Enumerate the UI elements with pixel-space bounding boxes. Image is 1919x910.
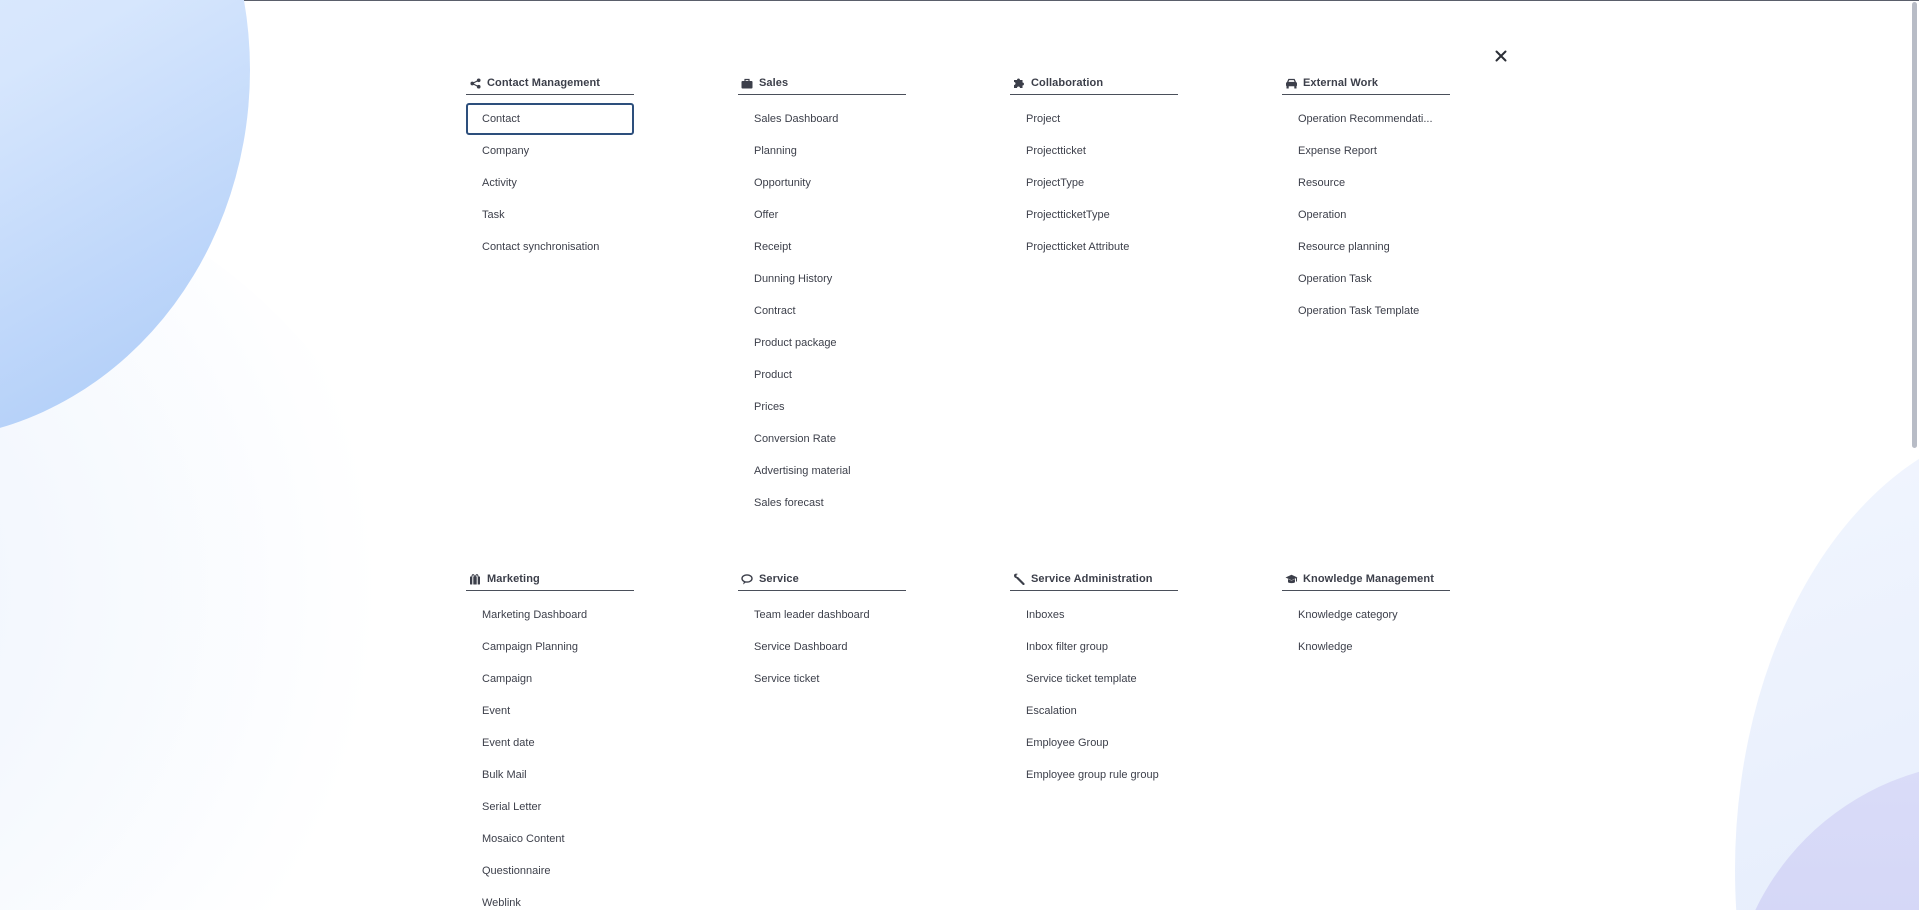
group-contact-management bbox=[466, 72, 634, 263]
close-button[interactable] bbox=[1490, 47, 1512, 69]
menu-item-project[interactable]: Project bbox=[1026, 113, 1061, 125]
group-items bbox=[466, 599, 634, 910]
menu-item-dunning-history[interactable]: Dunning History bbox=[754, 273, 833, 285]
group-header bbox=[466, 72, 634, 95]
menu-item-projectticket-attribute[interactable]: Projectticket Attribute bbox=[1026, 241, 1130, 253]
menu-item-sales-dashboard[interactable]: Sales Dashboard bbox=[754, 113, 839, 125]
menu-item-serial-letter[interactable]: Serial Letter bbox=[482, 801, 542, 813]
group-title: External Work bbox=[1303, 77, 1379, 89]
group-header bbox=[1010, 568, 1178, 591]
menu-item-task[interactable]: Task bbox=[482, 209, 505, 221]
group-items bbox=[1010, 103, 1178, 263]
wrench-icon bbox=[1012, 572, 1026, 586]
menu-item-questionnaire[interactable]: Questionnaire bbox=[482, 865, 551, 877]
group-title: Marketing bbox=[487, 573, 540, 585]
menu-item-contract[interactable]: Contract bbox=[754, 305, 796, 317]
menu-item-event[interactable]: Event bbox=[482, 705, 511, 717]
group-title: Knowledge Management bbox=[1303, 573, 1434, 585]
group-items bbox=[738, 103, 906, 519]
menu-item-operation-recommendation[interactable]: Operation Recommendati... bbox=[1298, 113, 1433, 125]
group-service-administration bbox=[1010, 568, 1178, 791]
menu-item-projecttype[interactable]: ProjectType bbox=[1026, 177, 1085, 189]
menu-item-sales-forecast[interactable]: Sales forecast bbox=[754, 497, 824, 509]
group-header bbox=[738, 568, 906, 591]
menu-item-resource[interactable]: Resource bbox=[1298, 177, 1346, 189]
menu-item-campaign[interactable]: Campaign bbox=[482, 673, 533, 685]
group-header bbox=[738, 72, 906, 95]
group-external-work bbox=[1282, 72, 1450, 327]
background-decoration bbox=[0, 150, 440, 910]
group-header bbox=[1010, 72, 1178, 95]
menu-item-bulk-mail[interactable]: Bulk Mail bbox=[482, 769, 527, 781]
menu-item-inboxes[interactable]: Inboxes bbox=[1026, 609, 1065, 621]
menu-item-conversion-rate[interactable]: Conversion Rate bbox=[754, 433, 836, 445]
group-items bbox=[466, 103, 634, 263]
chat-icon bbox=[740, 572, 754, 586]
menu-item-prices[interactable]: Prices bbox=[754, 401, 785, 413]
menu-item-team-leader-dashboard[interactable]: Team leader dashboard bbox=[754, 609, 870, 621]
menu-item-marketing-dashboard[interactable]: Marketing Dashboard bbox=[482, 609, 588, 621]
group-marketing bbox=[466, 568, 634, 910]
menu-item-knowledge-category[interactable]: Knowledge category bbox=[1298, 609, 1398, 621]
menu-item-campaign-planning[interactable]: Campaign Planning bbox=[482, 641, 579, 653]
menu-item-mosaico-content[interactable]: Mosaico Content bbox=[482, 833, 565, 845]
menu-item-planning[interactable]: Planning bbox=[754, 145, 797, 157]
group-title: Service Administration bbox=[1031, 573, 1153, 585]
menu-item-operation-task[interactable]: Operation Task bbox=[1298, 273, 1372, 285]
menu-item-offer[interactable]: Offer bbox=[754, 209, 779, 221]
menu-item-activity[interactable]: Activity bbox=[482, 177, 517, 189]
group-sales bbox=[738, 72, 906, 519]
menu-item-contact-synchronisation[interactable]: Contact synchronisation bbox=[482, 241, 600, 253]
menu-item-product[interactable]: Product bbox=[754, 369, 792, 381]
menu-item-advertising-material[interactable]: Advertising material bbox=[754, 465, 851, 477]
top-border bbox=[0, 0, 1919, 1]
group-items bbox=[1282, 103, 1450, 327]
background-decoration bbox=[1735, 420, 1919, 910]
group-title: Contact Management bbox=[487, 77, 601, 89]
menu-item-escalation[interactable]: Escalation bbox=[1026, 705, 1077, 717]
menu-item-operation-task-template[interactable]: Operation Task Template bbox=[1298, 305, 1420, 317]
menu-item-employee-group-rule-group[interactable]: Employee group rule group bbox=[1026, 769, 1159, 781]
menu-item-opportunity[interactable]: Opportunity bbox=[754, 177, 811, 189]
scrollbar-thumb[interactable] bbox=[1912, 2, 1917, 448]
group-header bbox=[1282, 568, 1450, 591]
group-service bbox=[738, 568, 906, 695]
menu-item-service-ticket-template[interactable]: Service ticket template bbox=[1026, 673, 1137, 685]
group-title: Collaboration bbox=[1031, 77, 1104, 89]
group-title: Service bbox=[759, 573, 799, 585]
vertical-scrollbar[interactable] bbox=[1911, 0, 1919, 910]
car-icon bbox=[1284, 76, 1298, 90]
menu-item-weblink[interactable]: Weblink bbox=[482, 897, 521, 909]
background-decoration bbox=[1730, 762, 1919, 910]
briefcase-icon bbox=[740, 76, 754, 90]
menu-item-expense-report[interactable]: Expense Report bbox=[1298, 145, 1377, 157]
menu-item-knowledge[interactable]: Knowledge bbox=[1298, 641, 1353, 653]
group-title: Sales bbox=[759, 77, 789, 89]
menu-item-company[interactable]: Company bbox=[482, 145, 530, 157]
background-decoration bbox=[0, 0, 250, 440]
group-header bbox=[466, 568, 634, 591]
menu-item-event-date[interactable]: Event date bbox=[482, 737, 535, 749]
puzzle-icon bbox=[1012, 76, 1026, 90]
menu-item-service-ticket[interactable]: Service ticket bbox=[754, 673, 820, 685]
menu-item-contact[interactable]: Contact bbox=[466, 103, 634, 135]
gift-icon bbox=[468, 572, 482, 586]
menu-item-receipt[interactable]: Receipt bbox=[754, 241, 792, 253]
graduation-cap-icon bbox=[1284, 572, 1298, 586]
group-items bbox=[1282, 599, 1450, 663]
share-icon bbox=[468, 76, 482, 90]
close-icon bbox=[1495, 49, 1507, 67]
group-items bbox=[738, 599, 906, 695]
menu-item-employee-group[interactable]: Employee Group bbox=[1026, 737, 1109, 749]
menu-item-product-package[interactable]: Product package bbox=[754, 337, 837, 349]
menu-item-projectticket[interactable]: Projectticket bbox=[1026, 145, 1086, 157]
group-items bbox=[1010, 599, 1178, 791]
menu-item-projecttickettype[interactable]: ProjectticketType bbox=[1026, 209, 1110, 221]
group-knowledge-management bbox=[1282, 568, 1450, 663]
menu-item-resource-planning[interactable]: Resource planning bbox=[1298, 241, 1390, 253]
group-header bbox=[1282, 72, 1450, 95]
menu-item-service-dashboard[interactable]: Service Dashboard bbox=[754, 641, 848, 653]
menu-item-inbox-filter-group[interactable]: Inbox filter group bbox=[1026, 641, 1108, 653]
group-collaboration bbox=[1010, 72, 1178, 263]
menu-item-operation[interactable]: Operation bbox=[1298, 209, 1347, 221]
